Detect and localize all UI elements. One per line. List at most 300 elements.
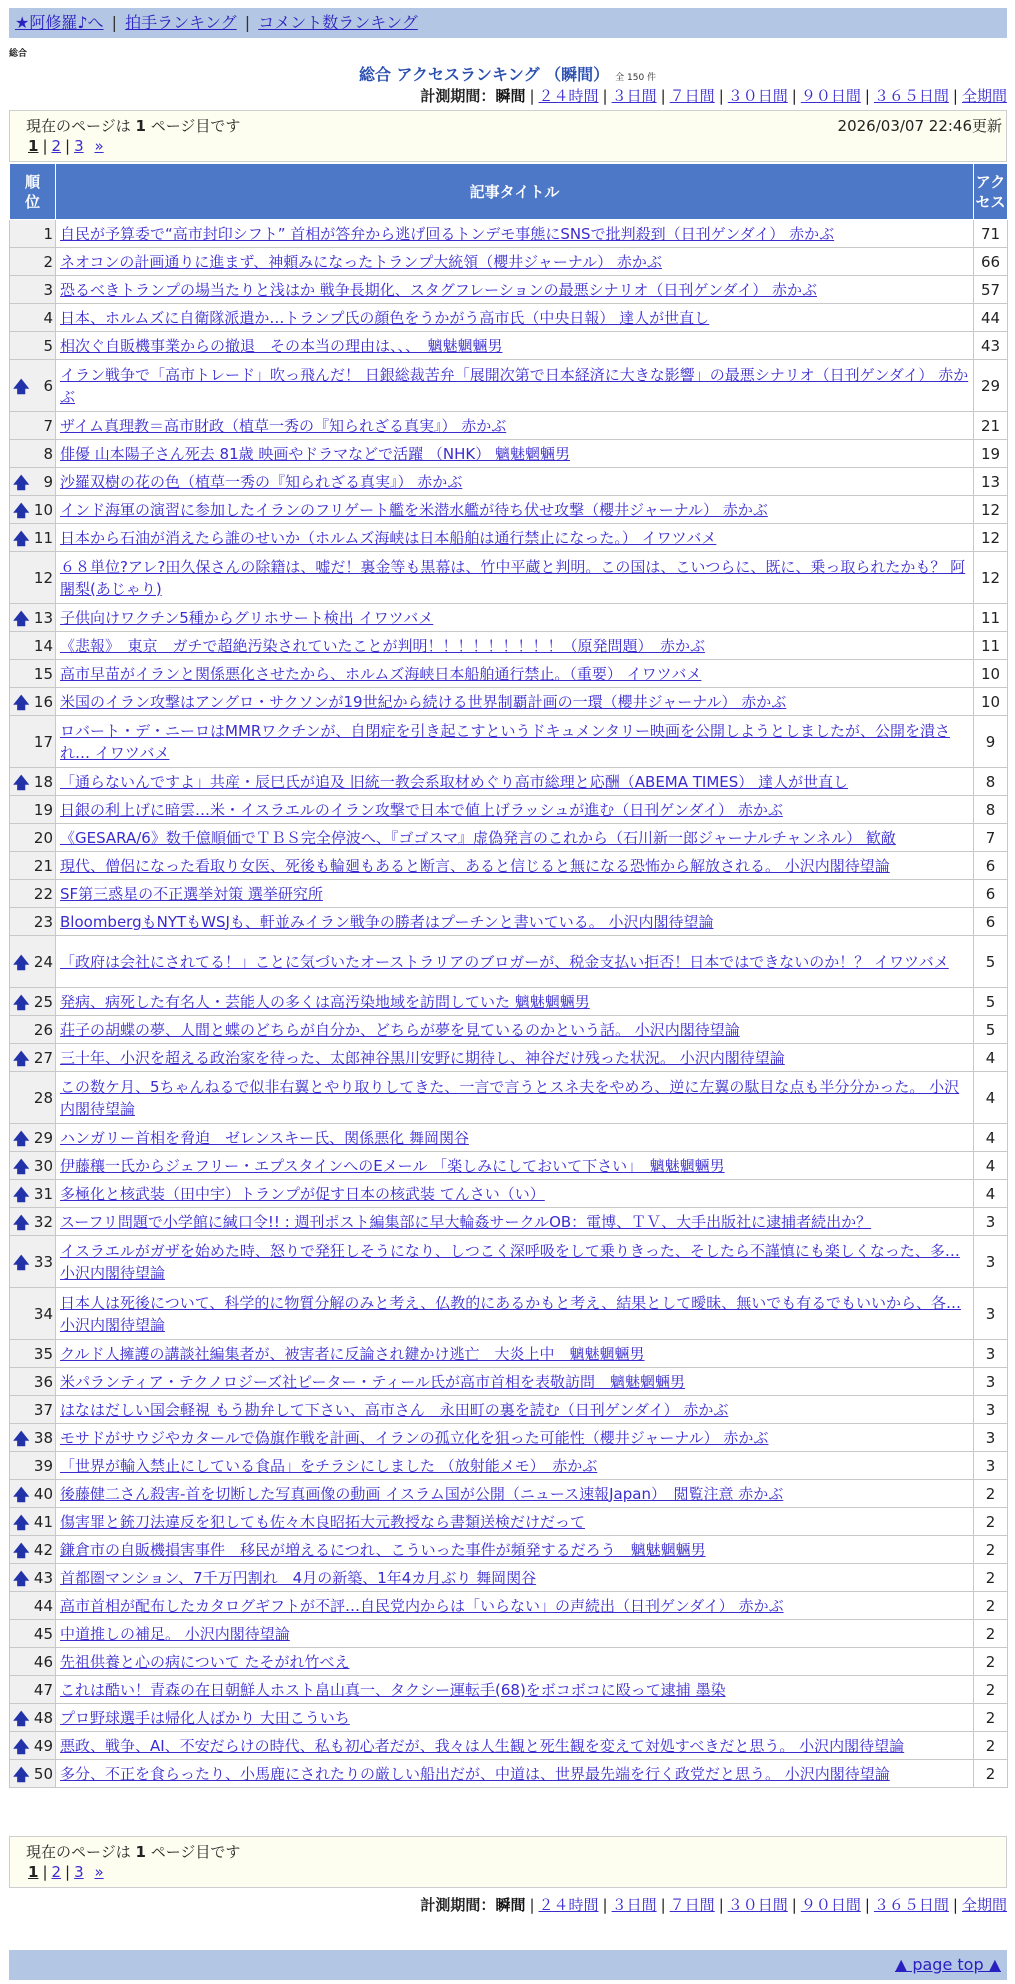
table-row	[10, 1208, 1008, 1236]
table-row	[10, 1044, 1008, 1072]
period-option[interactable]: ３６５日間	[873, 1896, 949, 1914]
article-title-link[interactable]: 恐るべきトランプの場当たりと浅はか 戦争長期化、スタグフレーションの最悪シナリオ（日刊ゲンダイ） 赤かぶ	[60, 280, 817, 299]
title-cell	[56, 1016, 974, 1044]
title-cell	[56, 1396, 974, 1424]
table-row	[10, 1592, 1008, 1620]
table-row	[10, 440, 1008, 468]
article-title-link[interactable]: 首都圏マンション、7千万円割れ 4月の新築、1年4カ月ぶり 舞岡関谷	[60, 1568, 537, 1587]
rank-cell	[10, 220, 56, 248]
current-page-info	[26, 115, 240, 136]
article-title-link[interactable]: 沙羅双樹の花の色（植草一秀の『知られざる真実』） 赤かぶ	[60, 472, 463, 491]
table-row	[10, 632, 1008, 660]
article-title-link[interactable]: インド海軍の演習に参加したイランのフリゲート艦を米潜水艦が待ち伏せ攻撃（櫻井ジャーナル） 赤かぶ	[60, 500, 768, 519]
rank-up-arrow-icon: 🡅	[13, 1484, 30, 1504]
table-row	[10, 768, 1008, 796]
rank-cell	[10, 1620, 56, 1648]
article-title-link[interactable]: 米国のイラン攻撃はアングロ・サクソンが19世紀から続ける世界制覇計画の一環（櫻井ジャーナル） 赤かぶ	[60, 692, 787, 711]
access-count: 2	[974, 1648, 1008, 1676]
article-title-link[interactable]: ハンガリー首相を脅迫 ゼレンスキー氏、関係悪化 舞岡関谷	[60, 1128, 469, 1147]
access-count: 3	[974, 1396, 1008, 1424]
rank-number: 23	[33, 912, 53, 931]
nav-separator: |	[111, 13, 118, 32]
title-cell	[56, 468, 974, 496]
current-page-number: 1	[135, 1843, 146, 1861]
rank-number: 25	[33, 992, 53, 1011]
period-selector	[420, 86, 1007, 106]
article-title-link[interactable]: 多極化と核武装（田中宇）トランプが促す日本の核武装 てんさい（い）	[60, 1184, 545, 1203]
title-cell	[56, 880, 974, 908]
period-separator: |	[791, 1896, 797, 1914]
page-top-link[interactable]: ▲ page top ▲	[894, 1955, 1001, 1974]
article-title-link[interactable]: SF第三惑星の不正選挙対策 選挙研究所	[60, 884, 323, 903]
article-title-link[interactable]: 自民が予算委で“高市封印シフト” 首相が答弁から逃げ回るトンデモ事態にSNSで批判殺到（日刊ゲンダイ） 赤かぶ	[60, 224, 835, 243]
article-title-link[interactable]: 発病、病死した有名人・芸能人の多くは高汚染地域を訪問していた 魑魅魍魎男	[60, 992, 590, 1011]
article-title-link[interactable]: はなはだしい国会軽視 もう勘弁して下さい、高市さん 永田町の裏を読む（日刊ゲンダイ） 赤かぶ	[60, 1400, 729, 1419]
rank-cell	[10, 440, 56, 468]
page-title-text: 総合 アクセスランキング （瞬間）	[358, 65, 610, 84]
title-cell	[56, 1620, 974, 1648]
period-current: 瞬間	[495, 1896, 526, 1914]
rank-cell	[10, 1288, 56, 1340]
access-count: 4	[974, 1180, 1008, 1208]
table-row	[10, 1620, 1008, 1648]
access-count: 10	[974, 688, 1008, 716]
rank-number: 20	[33, 828, 53, 847]
access-count: 2	[974, 1704, 1008, 1732]
current-page-post: ページ目です	[150, 1843, 241, 1861]
rank-up-arrow-icon: 🡅	[13, 1184, 30, 1204]
article-title-link[interactable]: 多分、不正を食らったり、小馬鹿にされたりの厳しい船出だが、中道は、世界最先端を行く政党だと思う。 小沢内閣待望論	[60, 1764, 890, 1783]
rank-number: 11	[33, 528, 53, 547]
access-count: 11	[974, 632, 1008, 660]
rank-cell	[10, 796, 56, 824]
period-option[interactable]: 全期間	[961, 87, 1007, 105]
period-separator: |	[660, 87, 666, 105]
access-count: 71	[974, 220, 1008, 248]
article-title-link[interactable]: BloombergもNYTもWSJも、軒並みイラン戦争の勝者はプーチンと書いている。 小沢内閣待望論	[60, 912, 714, 931]
rank-number: 17	[33, 732, 53, 751]
rank-cell	[10, 1152, 56, 1180]
current-page-pre: 現在のページは	[26, 1843, 131, 1861]
article-title-link[interactable]: 「政府は会社にされてる！」ことに気づいたオーストラリアのブロガーが、税金支払い拒否！日本ではできないのか！？ イワツバメ	[60, 952, 949, 971]
article-title-link[interactable]: ６８単位?アレ?田久保さんの除籍は、嘘だ！裏金等も黒幕は、竹中平蔵と判明。この国は、こいつらに、既に、乗っ取られたかも？ 阿闍梨(あじゃり)	[60, 557, 966, 598]
article-title-link[interactable]: 「世界が輸入禁止にしている食品」をチラシにしました （放射能メモ） 赤かぶ	[60, 1456, 598, 1475]
rank-up-arrow-icon: 🡅	[13, 1708, 30, 1728]
rank-number: 44	[33, 1596, 53, 1615]
period-separator: |	[864, 87, 870, 105]
rank-cell	[10, 1452, 56, 1480]
access-count: 2	[974, 1620, 1008, 1648]
access-count: 4	[974, 1124, 1008, 1152]
rank-cell	[10, 688, 56, 716]
bottom-bar	[9, 1950, 1007, 1980]
rank-number: 2	[43, 252, 53, 271]
rank-number: 27	[33, 1048, 53, 1067]
title-cell	[56, 1592, 974, 1620]
rank-number: 30	[33, 1156, 53, 1175]
current-page-number: 1	[135, 117, 146, 135]
access-count: 4	[974, 1044, 1008, 1072]
period-separator: |	[660, 1896, 666, 1914]
title-cell	[56, 1124, 974, 1152]
article-title-link[interactable]: プロ野球選手は帰化人ばかり 大田こういち	[60, 1708, 350, 1727]
current-page-pre: 現在のページは	[26, 117, 131, 135]
article-title-link[interactable]: 俳優 山本陽子さん死去 81歳 映画やドラマなどで活躍 （NHK） 魑魅魍魎男	[60, 444, 570, 463]
table-row	[10, 852, 1008, 880]
rank-up-arrow-icon: 🡅	[13, 528, 30, 548]
rank-up-arrow-icon: 🡅	[13, 608, 30, 628]
title-cell	[56, 332, 974, 360]
rank-number: 29	[33, 1128, 53, 1147]
rank-number: 16	[33, 692, 53, 711]
article-title-link[interactable]: 日本、ホルムズに自衛隊派遣か…トランプ氏の顔色をうかがう高市氏（中央日報） 達人が世直し	[60, 308, 710, 327]
period-option[interactable]: ３日間	[611, 1896, 657, 1914]
title-header: 記事タイトル	[56, 164, 974, 220]
table-row	[10, 496, 1008, 524]
article-title-link[interactable]: 現代、僧侶になった看取り女医、死後も輪廻もあると断言、あると信じると無になる恐怖から解放される。 小沢内閣待望論	[60, 856, 890, 875]
page-link-1[interactable]: 1	[28, 137, 39, 155]
table-row	[10, 468, 1008, 496]
access-count: 8	[974, 768, 1008, 796]
period-option[interactable]: ３０日間	[727, 1896, 788, 1914]
rank-up-arrow-icon: 🡅	[13, 1512, 30, 1532]
rank-number: 34	[33, 1304, 53, 1323]
rank-cell	[10, 880, 56, 908]
rank-up-arrow-icon: 🡅	[13, 1156, 30, 1176]
table-row	[10, 1236, 1008, 1288]
access-count: 13	[974, 468, 1008, 496]
period-separator: |	[791, 87, 797, 105]
rank-cell	[10, 1592, 56, 1620]
title-cell	[56, 1648, 974, 1676]
access-count: 66	[974, 248, 1008, 276]
rank-up-arrow-icon: 🡅	[13, 472, 30, 492]
article-title-link[interactable]: これは酷い！青森の在日朝鮮人ホスト畠山真一、タクシー運転手(68)をボコボコに殴って逮捕 墨染	[60, 1680, 726, 1699]
access-count: 6	[974, 852, 1008, 880]
title-cell	[56, 1536, 974, 1564]
rank-cell	[10, 1044, 56, 1072]
rank-up-arrow-icon: 🡅	[13, 1128, 30, 1148]
table-row	[10, 276, 1008, 304]
access-count: 5	[974, 936, 1008, 988]
access-count: 3	[974, 1452, 1008, 1480]
access-count: 6	[974, 908, 1008, 936]
title-cell	[56, 1732, 974, 1760]
article-title-link[interactable]: 日銀の利上げに暗雲…米・イスラエルのイラン攻撃で日本で値上げラッシュが進む（日刊ゲンダイ） 赤かぶ	[60, 800, 783, 819]
period-option[interactable]: ７日間	[669, 87, 715, 105]
pager-bottom	[9, 1836, 1007, 1888]
table-row	[10, 1564, 1008, 1592]
rank-number: 42	[33, 1540, 53, 1559]
article-title-link[interactable]: 荘子の胡蝶の夢、人間と蝶のどちらが自分か、どちらが夢を見ているのかという話。 小沢内閣待望論	[60, 1020, 740, 1039]
article-title-link[interactable]: ロバート・デ・ニーロはMMRワクチンが、自閉症を引き起こすというドキュメンタリー映画を公開しようとしましたが、公開を潰され… イワツバメ	[60, 721, 950, 762]
rank-up-arrow-icon: 🡅	[13, 952, 30, 972]
access-count: 2	[974, 1732, 1008, 1760]
access-count: 6	[974, 880, 1008, 908]
access-count: 12	[974, 524, 1008, 552]
rank-number: 10	[33, 500, 53, 519]
title-cell	[56, 1208, 974, 1236]
access-count: 2	[974, 1564, 1008, 1592]
title-cell	[56, 688, 974, 716]
next-page-link[interactable]: »	[94, 1863, 104, 1881]
rank-cell	[10, 988, 56, 1016]
access-count: 3	[974, 1368, 1008, 1396]
article-title-link[interactable]: 伊藤穰一氏からジェフリー・エプスタインへのEメール 「楽しみにしておいて下さい」 魑魅魍魎男	[60, 1156, 725, 1175]
table-row	[10, 1340, 1008, 1368]
rank-number: 49	[33, 1736, 53, 1755]
rank-up-arrow-icon: 🡅	[13, 1736, 30, 1756]
access-count: 3	[974, 1424, 1008, 1452]
rank-cell	[10, 1236, 56, 1288]
title-cell	[56, 552, 974, 604]
top-nav	[9, 8, 1007, 38]
title-cell	[56, 412, 974, 440]
page-link-1[interactable]: 1	[28, 1863, 39, 1881]
article-title-link[interactable]: 三十年、小沢を超える政治家を待った、太郎神谷黒川安野に期待し、神谷だけ残った状況。 小沢内閣待望論	[60, 1048, 785, 1067]
period-separator: |	[529, 87, 535, 105]
page-links-bottom: 1 | 2 | 3 »	[28, 1863, 104, 1881]
article-title-link[interactable]: この数ケ月、5ちゃんねるで似非右翼とやり取りしてきた、一言で言うとスネ夫をやめろ、逆に左翼の駄目な点も半分分かった。 小沢内閣待望論	[60, 1077, 960, 1118]
current-page-post: ページ目です	[150, 117, 241, 135]
period-option[interactable]: 全期間	[961, 1896, 1007, 1914]
period-option[interactable]: ９０日間	[800, 1896, 861, 1914]
rank-cell	[10, 552, 56, 604]
period-separator: |	[529, 1896, 535, 1914]
article-title-link[interactable]: 《GESARA/6》数千億順価でＴＢＳ完全停波へ、『ゴゴスマ』虚偽発言のこれから（石川新一郎ジャーナルチャンネル） 歓敵	[60, 828, 896, 847]
rank-number: 48	[33, 1708, 53, 1727]
rank-up-arrow-icon: 🡅	[13, 500, 30, 520]
rank-number: 46	[33, 1652, 53, 1671]
access-count: 8	[974, 796, 1008, 824]
rank-number: 43	[33, 1568, 53, 1587]
table-row	[10, 1396, 1008, 1424]
article-title-link[interactable]: イスラエルがガザを始めた時、怒りで発狂しそうになり、しつこく深呼吸をして乗りきった、そしたら不謹慎にも楽しくなった、多… 小沢内閣待望論	[60, 1241, 960, 1282]
access-count: 43	[974, 332, 1008, 360]
rank-up-arrow-icon: 🡅	[13, 692, 30, 712]
updated-timestamp: 2026/03/07 22:46更新	[837, 117, 1002, 135]
title-cell	[56, 1452, 974, 1480]
rank-number: 14	[33, 636, 53, 655]
period-option[interactable]: ３日間	[611, 87, 657, 105]
rank-cell	[10, 1480, 56, 1508]
comment-ranking-link[interactable]: コメント数ランキング	[258, 13, 418, 32]
table-row	[10, 824, 1008, 852]
period-selector-bottom	[420, 1895, 1007, 1915]
access-count: 3	[974, 1208, 1008, 1236]
period-option[interactable]: ２４時間	[538, 87, 599, 105]
category-label: 総合	[9, 49, 28, 59]
rank-number: 31	[33, 1184, 53, 1203]
period-label: 計測期間：	[420, 87, 496, 105]
rank-cell	[10, 304, 56, 332]
period-option[interactable]: ２４時間	[538, 1896, 599, 1914]
rank-up-arrow-icon: 🡅	[13, 1540, 30, 1560]
period-separator: |	[718, 1896, 724, 1914]
page-link-2[interactable]: 2	[51, 137, 62, 155]
title-cell	[56, 276, 974, 304]
rank-number: 3	[43, 280, 53, 299]
access-count: 3	[974, 1340, 1008, 1368]
access-count: 2	[974, 1480, 1008, 1508]
access-count: 44	[974, 304, 1008, 332]
article-title-link[interactable]: 《悲報》 東京 ガチで超絶汚染されていたことが判明！！！！！！！！！（原発問題） 赤かぶ	[60, 636, 706, 655]
article-title-link[interactable]: 傷害罪と銃刀法違反を犯しても佐々木良昭拓大元教授なら書類送検だけだって	[60, 1512, 586, 1531]
period-separator: |	[602, 87, 608, 105]
table-row	[10, 1152, 1008, 1180]
rank-up-arrow-icon: 🡅	[13, 772, 30, 792]
table-row	[10, 1368, 1008, 1396]
rank-number: 45	[33, 1624, 53, 1643]
title-cell	[56, 496, 974, 524]
rank-number: 8	[43, 444, 53, 463]
title-cell	[56, 936, 974, 988]
access-count: 10	[974, 660, 1008, 688]
access-count: 3	[974, 1236, 1008, 1288]
access-count: 4	[974, 1072, 1008, 1124]
table-row	[10, 1424, 1008, 1452]
title-cell	[56, 360, 974, 412]
title-cell	[56, 524, 974, 552]
article-title-link[interactable]: 日本から石油が消えたら誰のせいか（ホルムズ海峡は日本船舶は通行禁止になった。） イワツバメ	[60, 528, 717, 547]
article-title-link[interactable]: 先祖供養と心の病について たそがれ竹べえ	[60, 1652, 350, 1671]
access-count: 12	[974, 496, 1008, 524]
rank-cell	[10, 468, 56, 496]
period-option[interactable]: ３６５日間	[873, 87, 949, 105]
page-link-3[interactable]: 3	[74, 137, 84, 155]
rank-up-arrow-icon: 🡅	[13, 992, 30, 1012]
rank-cell	[10, 632, 56, 660]
rank-number: 6	[43, 376, 53, 395]
rank-cell	[10, 496, 56, 524]
table-row	[10, 304, 1008, 332]
period-option[interactable]: ３０日間	[727, 87, 788, 105]
rank-number: 24	[33, 952, 53, 971]
rank-up-arrow-icon: 🡅	[13, 1428, 30, 1448]
next-page-link[interactable]: »	[94, 137, 104, 155]
access-count: 57	[974, 276, 1008, 304]
article-title-link[interactable]: スーフリ問題で小学館に緘口令!! : 週刊ポスト編集部に早大輪姦サークルOB：電博、ＴＶ、大手出版社に逮捕者続出か？	[60, 1212, 872, 1231]
article-title-link[interactable]: モサドがサウジやカタールで偽旗作戦を計画、イランの孤立化を狙った可能性（櫻井ジャーナル） 赤かぶ	[60, 1428, 769, 1447]
article-title-link[interactable]: 高市早苗がイランと関係悪化させたから、ホルムズ海峡日本船舶通行禁止。（重要） イワツバメ	[60, 664, 702, 683]
article-title-link[interactable]: 中道推しの補足。 小沢内閣待望論	[60, 1624, 290, 1643]
rank-cell	[10, 1760, 56, 1788]
table-row	[10, 1452, 1008, 1480]
article-title-link[interactable]: ザイム真理教＝高市財政（植草一秀の『知られざる真実』） 赤かぶ	[60, 416, 507, 435]
page-link-3[interactable]: 3	[74, 1863, 84, 1881]
article-title-link[interactable]: 相次ぐ自販機事業からの撤退 その本当の理由は、、、 魑魅魍魎男	[60, 336, 503, 355]
rank-cell	[10, 1368, 56, 1396]
table-row	[10, 716, 1008, 768]
rank-cell	[10, 1564, 56, 1592]
access-count: 2	[974, 1508, 1008, 1536]
rank-up-arrow-icon: 🡅	[13, 1568, 30, 1588]
title-cell	[56, 1236, 974, 1288]
title-cell	[56, 304, 974, 332]
rank-cell	[10, 908, 56, 936]
rank-cell	[10, 768, 56, 796]
rank-cell	[10, 332, 56, 360]
table-row	[10, 1480, 1008, 1508]
rank-cell	[10, 852, 56, 880]
rank-up-arrow-icon: 🡅	[13, 376, 30, 396]
article-title-link[interactable]: イラン戦争で「高市トレード」吹っ飛んだ！ 日銀総裁苦弁「展開次第で日本経済に大きな影響」の最悪シナリオ（日刊ゲンダイ） 赤かぶ	[60, 365, 969, 406]
title-cell	[56, 1368, 974, 1396]
page-link-2[interactable]: 2	[51, 1863, 62, 1881]
access-count: 7	[974, 824, 1008, 852]
article-title-link[interactable]: 鎌倉市の自販機損害事件 移民が増えるにつれ、こういった事件が頻発するだろう 魑魅魍魎男	[60, 1540, 706, 1559]
rank-cell	[10, 360, 56, 412]
rank-cell	[10, 1072, 56, 1124]
table-row	[10, 1760, 1008, 1788]
access-count: 2	[974, 1592, 1008, 1620]
title-cell	[56, 604, 974, 632]
article-title-link[interactable]: 高市首相が配布したカタログギフトが不評…自民党内からは「いらない」の声続出（日刊ゲンダイ） 赤かぶ	[60, 1596, 784, 1615]
title-cell	[56, 908, 974, 936]
table-row	[10, 1072, 1008, 1124]
title-cell	[56, 1152, 974, 1180]
period-separator: |	[952, 1896, 958, 1914]
nav-separator: |	[244, 13, 251, 32]
access-count: 29	[974, 360, 1008, 412]
table-row	[10, 360, 1008, 412]
title-cell	[56, 1760, 974, 1788]
title-cell	[56, 824, 974, 852]
article-title-link[interactable]: 悪政、戦争、AI、不安だらけの時代、私も初心者だが、我々は人生観と死生観を変えて対処すべきだと思う。 小沢内閣待望論	[60, 1736, 905, 1755]
article-title-link[interactable]: 子供向けワクチン5種からグリホサート検出 イワツバメ	[60, 608, 434, 627]
clap-ranking-link[interactable]: 拍手ランキング	[125, 13, 237, 32]
article-title-link[interactable]: クルド人擁護の講談社編集者が、被害者に反論され鍵かけ逃亡 大炎上中 魑魅魍魎男	[60, 1344, 645, 1363]
table-row	[10, 1704, 1008, 1732]
rank-number: 41	[33, 1512, 53, 1531]
period-option[interactable]: ７日間	[669, 1896, 715, 1914]
period-option[interactable]: ９０日間	[800, 87, 861, 105]
period-separator: |	[718, 87, 724, 105]
title-cell	[56, 716, 974, 768]
home-link[interactable]: ★阿修羅♪へ	[15, 13, 104, 32]
table-row	[10, 796, 1008, 824]
title-cell	[56, 1340, 974, 1368]
period-separator: |	[952, 87, 958, 105]
article-title-link[interactable]: 後藤健二さん殺害-首を切断した写真画像の動画 イスラム国が公開（ニュース速報Japan） 閲覧注意 赤かぶ	[60, 1484, 784, 1503]
article-title-link[interactable]: ネオコンの計画通りに進まず、神頼みになったトランプ大統領（櫻井ジャーナル） 赤かぶ	[60, 252, 662, 271]
rank-number: 35	[33, 1344, 53, 1363]
table-row	[10, 552, 1008, 604]
period-label: 計測期間：	[420, 1896, 496, 1914]
article-title-link[interactable]: 米パランティア・テクノロジーズ社ピーター・ティール氏が高市首相を表敬訪問 魑魅魍魎男	[60, 1372, 686, 1391]
total-count: 全 150 件	[615, 73, 657, 83]
period-current: 瞬間	[495, 87, 526, 105]
rank-cell	[10, 524, 56, 552]
rank-cell	[10, 1732, 56, 1760]
rank-number: 26	[33, 1020, 53, 1039]
article-title-link[interactable]: 日本人は死後について、科学的に物質分解のみと考え、仏教的にあるかもと考え、結果として曖昧、無いでも有るでもいいから、各… 小沢内閣待望論	[60, 1293, 962, 1334]
table-row	[10, 688, 1008, 716]
rank-cell	[10, 276, 56, 304]
access-count: 4	[974, 1152, 1008, 1180]
rank-cell	[10, 1508, 56, 1536]
title-cell	[56, 1480, 974, 1508]
table-row	[10, 880, 1008, 908]
article-title-link[interactable]: 「通らないんですよ」共産・辰巳氏が追及 旧統一教会系取材めぐり高市総理と応酬（ABEMA TIMES） 達人が世直し	[60, 772, 849, 791]
period-separator: |	[864, 1896, 870, 1914]
rank-number: 5	[43, 336, 53, 355]
rank-cell	[10, 1180, 56, 1208]
access-count: 5	[974, 1016, 1008, 1044]
rank-cell	[10, 1704, 56, 1732]
rank-number: 7	[43, 416, 53, 435]
rank-number: 4	[43, 308, 53, 327]
